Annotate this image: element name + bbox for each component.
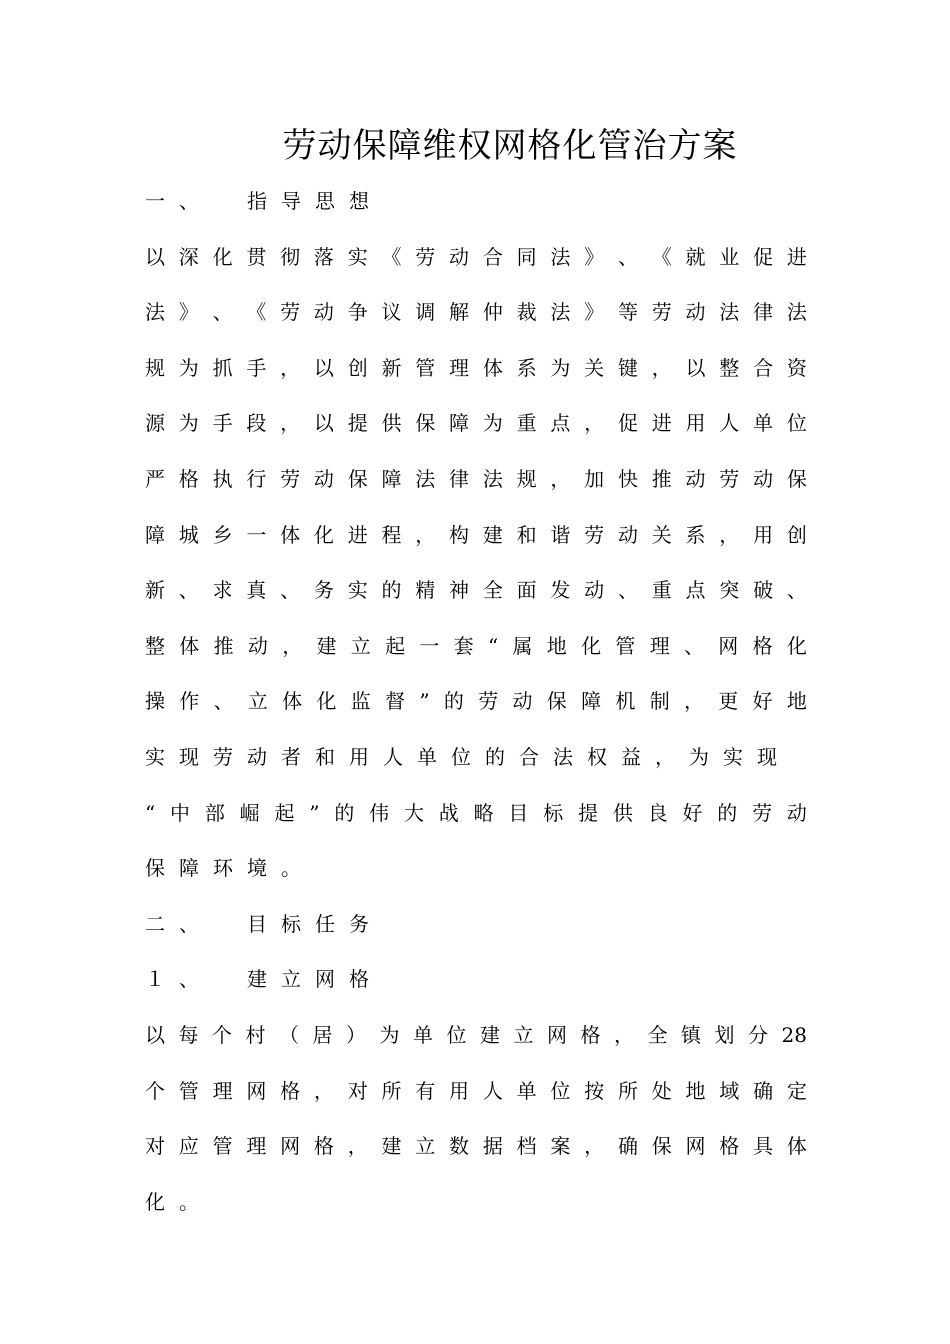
body-line-13: 保 障 环 境 。 [145, 856, 301, 881]
body-line-10: 操 作 、 立 体 化 监 督 ” 的 劳 动 保 障 机 制 ， 更 好 地 [145, 689, 807, 714]
body-line-2: 以 深 化 贯 彻 落 实 《 劳 动 合 同 法 》 、 《 就 业 促 进 [145, 244, 807, 269]
body-line-1: 一 、 指 导 思 想 [145, 189, 369, 213]
body-line-16: 以 每 个 村 （ 居 ） 为 单 位 建 立 网 格 ， 全 镇 划 分 28 [145, 1023, 807, 1047]
body-line-3: 法 》 、 《 劳 动 争 议 调 解 仲 裁 法 》 等 劳 动 法 律 法 [145, 300, 807, 325]
body-line-4: 规 为 抓 手 ， 以 创 新 管 理 体 系 为 关 键 ， 以 整 合 资 [145, 355, 807, 380]
body-line-11: 实 现 劳 动 者 和 用 人 单 位 的 合 法 权 益 ， 为 实 现 [145, 745, 777, 769]
document-title: 劳动保障维权网格化管治方案 [282, 126, 738, 166]
body-line-18: 对 应 管 理 网 格 ， 建 立 数 据 档 案 ， 确 保 网 格 具 体 [145, 1134, 807, 1159]
body-line-9: 整 体 推 动 ， 建 立 起 一 套 “ 属 地 化 管 理 、 网 格 化 [145, 633, 807, 658]
body-line-17: 个 管 理 网 格 ， 对 所 有 用 人 单 位 按 所 处 地 域 确 定 [145, 1078, 807, 1103]
body-line-8: 新 、 求 真 、 务 实 的 精 神 全 面 发 动 、 重 点 突 破 、 [145, 578, 807, 603]
body-line-5: 源 为 手 段 ， 以 提 供 保 障 为 重 点 ， 促 进 用 人 单 位 [145, 411, 807, 436]
body-line-12: “ 中 部 崛 起 ” 的 伟 大 战 略 目 标 提 供 良 好 的 劳 动 [145, 800, 807, 825]
body-line-15: １ 、 建 立 网 格 [145, 967, 369, 992]
body-line-7: 障 城 乡 一 体 化 进 程 ， 构 建 和 谐 劳 动 关 系 ， 用 创 [145, 522, 807, 547]
body-line-6: 严 格 执 行 劳 动 保 障 法 律 法 规 ， 加 快 推 动 劳 动 保 [145, 467, 807, 491]
body-line-19: 化 。 [145, 1189, 199, 1214]
body-line-14: 二 、 目 标 任 务 [145, 911, 369, 936]
